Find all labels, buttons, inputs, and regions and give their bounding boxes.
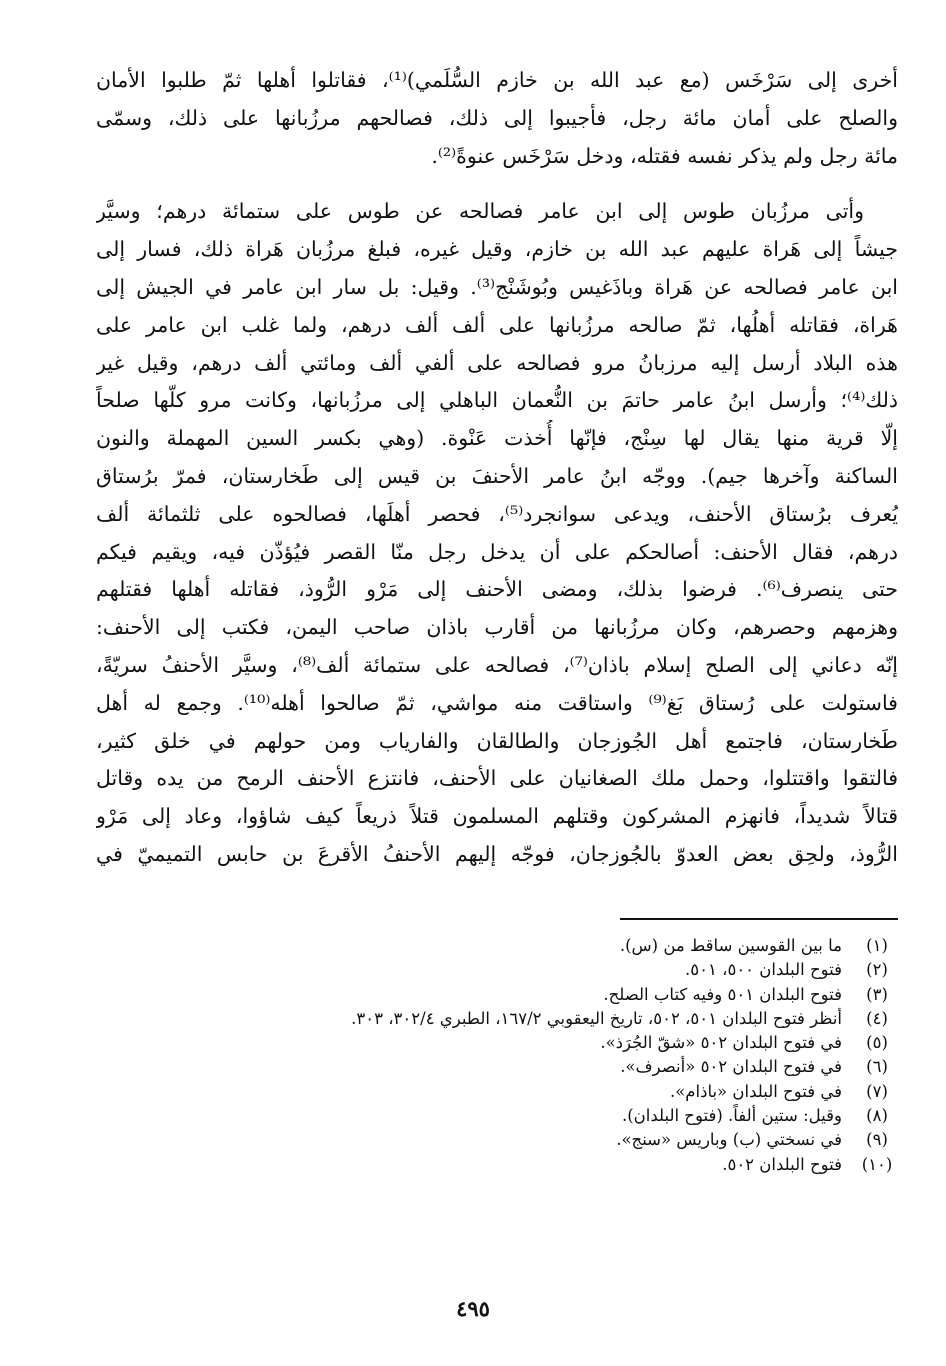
text-line: أخرى إلى سَرْخَس (مع عبد الله بن خازم السُّلَمي)⁽¹⁾، فقاتلوا أهلها ثمّ طلبوا الأمان [96,68,898,92]
text-line: الرُّوذ، ولحِق بعض العدوّ بالجُوزجان، فوجّه إليهم الأحنفُ الأقرعَ بن حابس التميميّ في [96,841,898,866]
main-text [96,62,898,874]
footnote-text: فتوح البلدان ٥٠٢. [722,1154,842,1174]
footnote-item [200,1153,900,1177]
footnote-number: (١٠) [861,1154,893,1174]
footnote-item [200,1080,900,1104]
footnote-item [200,934,900,958]
text-line: وأتى مرزُبان طوس إلى ابن عامر فصالحه عن طوس على ستمائة درهم؛ وسيَّر [96,199,864,224]
paragraph-gap [96,175,898,193]
paragraph-1 [96,62,898,175]
footnote-text: ما بين القوسين ساقط من (س). [619,936,842,955]
footnote-text: في فتوح البلدان ٥٠٢ «أنصرف». [620,1057,842,1077]
footnote-text: في نسختي (ب) وباريس «سنج». [616,1130,842,1150]
text-line: طَخارستان، فاجتمع أهل الجُوزجان والطالقان والفارياب ومن حولهم في خلق كثير، [96,728,898,753]
text-line: ذلك⁽⁴⁾؛ وأرسل ابنُ عامر حاتمَ بن النُّعمان الباهلي إلى مرزُبانها، وكانت مرو كلّها صلحاً [96,388,898,413]
text-line: والصلح على أمان مائة رجل، فأجيبوا إلى ذلك، فصالحهم مرزُبانها على ذلك، وسمّى [96,105,898,130]
text-line: قتالاً شديداً، فانهزم المشركون وقتلهم المسلمون قتلاً ذريعاً كيف شاؤوا، وعاد إلى مَرْو [96,804,898,829]
footnote-number: (٢) [866,960,888,980]
text-line: فاستولت على رُستاق بَغ⁽⁹⁾ واستاقت منه مواشي، ثمّ صالحوا أهله⁽¹⁰⁾. وجمع له أهل [96,690,898,715]
text-line: الساكنة وآخرها جيم). ووجّه ابنُ عامر الأحنفَ بن قيس إلى طَخارستان، فمرّ برُستاق [96,463,898,488]
footnote-item [200,958,900,982]
text-line: هذه البلاد أرسل إليه مرزبانُ مرو فصالحه على ألفي ألف ومائتي ألف درهم، وقيل غير [96,350,898,375]
footnote-text: أنظر فتوح البلدان ٥٠١، ٥٠٢، تاريخ اليعقوبي ١٦٧/٢، الطبري ٣٠٢/٤، ٣٠٣. [351,1008,842,1028]
footnote-text: فتوح البلدان ٥٠١ وفيه كتاب الصلح. [603,984,842,1004]
text-line: حتى ينصرف⁽⁶⁾. فرضوا بذلك، ومضى الأحنف إلى مَرْو الرُّوذ، فقاتله أهلها فقتلهم [96,577,898,602]
footnote-number: (٤) [866,1008,888,1028]
text-line: إنّه دعاني إلى الصلح إسلام باذان⁽⁷⁾، فصالحه على ستمائة ألف⁽⁸⁾، وسيَّر الأحنفُ سريّةً، [96,652,898,677]
text-line: فالتقوا واقتتلوا، وحمل ملك الصغانيان على الأحنف، فانتزع الأحنف الرمح من يده وقاتل [96,766,898,791]
page-number: ٤٩٥ [456,1296,490,1321]
footnote-item [200,1128,900,1152]
text-line: ابن عامر فصالحه عن هَراة وباذَغيس وبُوشَنْج⁽³⁾. وقيل: بل سار ابن عامر في الجيش إلى [96,274,898,299]
footnote-text: فتوح البلدان ٥٠٠، ٥٠١. [685,960,842,980]
paragraph-2 [96,193,898,873]
text-line: وهزمهم وحصرهم، وكان مرزُبانها من أقارب باذان صاحب اليمن، فكتب إلى الأحنف: [96,615,898,640]
footnote-number: (٩) [866,1130,888,1150]
text-line: درهم، فقال الأحنف: أصالحكم على أن يدخل رجل منّا القصر فيُؤذّن فيه، ويقيم فيكم [96,539,898,564]
footnote-text: في فتوح البلدان «باذام». [669,1081,842,1101]
footnote-separator [620,918,898,920]
text-line: مائة رجل ولم يذكر نفسه فقتله، ودخل سَرْخَس عنوةً⁽²⁾. [431,143,898,168]
footnote-item [200,1007,900,1031]
footnote-number: (٥) [866,1033,888,1053]
footnote-number: (٣) [866,984,888,1004]
footnote-text: في فتوح البلدان ٥٠٢ «شقّ الجُرَذ». [600,1033,842,1053]
footnote-item [200,1104,900,1128]
text-line: إلّا قرية منها يقال لها سِنْج، فإنّها أُخذت عَنْوة. (وهي بكسر السين المهملة والنون [96,426,898,451]
footnote-item [200,1031,900,1055]
footnote-number: (٧) [866,1081,888,1101]
footnote-number: (٨) [866,1106,888,1126]
footnote-text: وقيل: ستين ألفاً. (فتوح البلدان). [621,1106,842,1126]
text-line: جيشاً إلى هَراة عليهم عبد الله بن خازم، وقيل غيره، فبلغ مرزُبان هَراة ذلك، فسار إلى [96,237,898,262]
text-line: هَراة، فقاتله أهلُها، ثمّ صالحه مرزُبانها على ألف ألف درهم، ولما غلب ابن عامر على [96,312,898,337]
footnotes-list [200,934,900,1177]
footnote-item [200,1055,900,1079]
footnote-number: (١) [866,936,888,955]
footnote-number: (٦) [866,1057,888,1077]
footnote-item [200,983,900,1007]
text-line: يُعرف برُستاق الأحنف، ويدعى سوانجرد⁽⁵⁾، فحصر أهلَها، فصالحوه على ثلثمائة ألف [96,501,898,526]
